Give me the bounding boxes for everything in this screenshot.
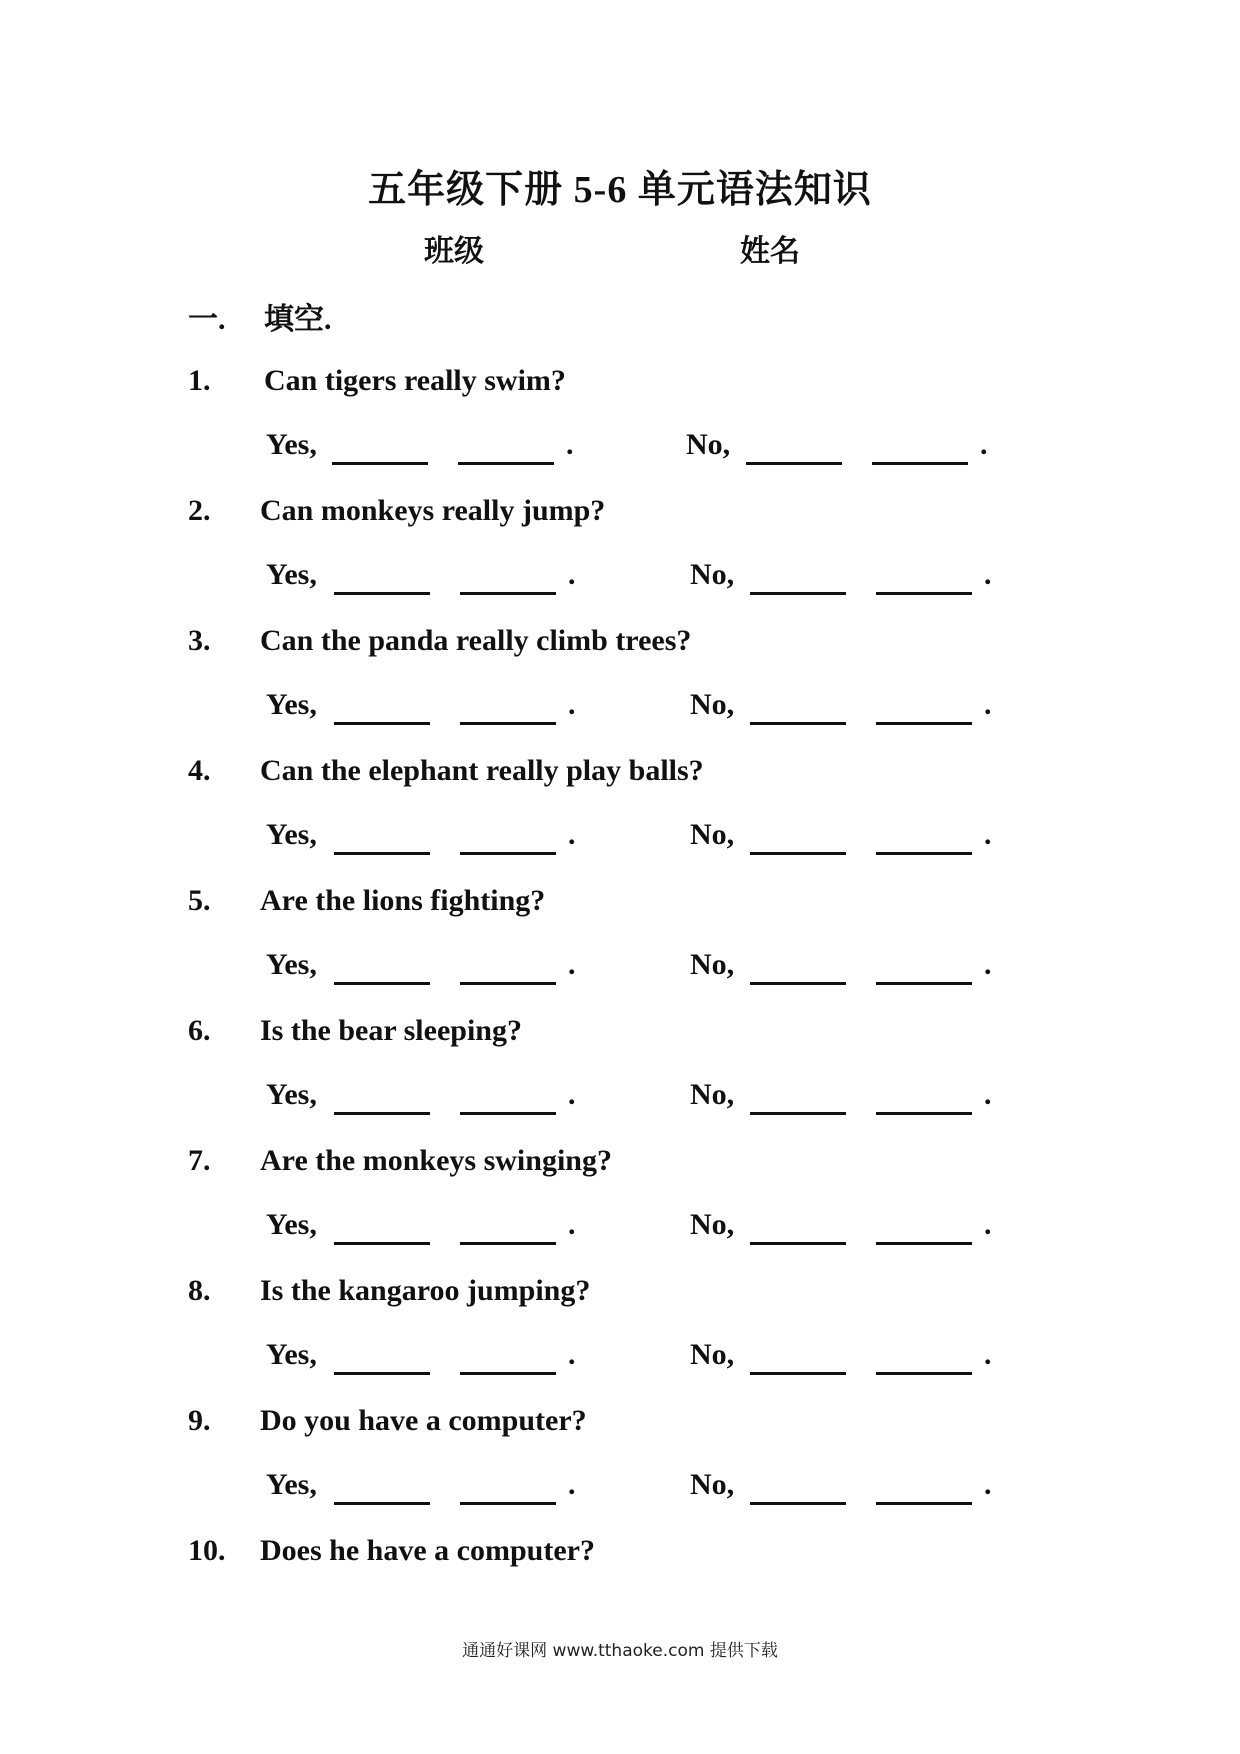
question-item	[188, 494, 1088, 624]
question-number: 7.	[188, 1144, 211, 1177]
question-number: 3.	[188, 624, 211, 657]
yes-label: Yes,	[266, 1078, 317, 1111]
question-number: 8.	[188, 1274, 211, 1307]
answer-blank[interactable]	[460, 722, 556, 725]
answer-blank[interactable]	[334, 852, 430, 855]
period-mark: .	[984, 1338, 992, 1371]
answer-blank[interactable]	[750, 982, 846, 985]
period-mark: .	[568, 1208, 576, 1241]
answer-blank[interactable]	[876, 1242, 972, 1245]
yes-label: Yes,	[266, 948, 317, 981]
answer-blank[interactable]	[334, 592, 430, 595]
period-mark: .	[568, 688, 576, 721]
period-mark: .	[568, 1078, 576, 1111]
period-mark: .	[984, 1468, 992, 1501]
question-text: Can tigers really swim?	[264, 364, 566, 397]
yes-label: Yes,	[266, 1208, 317, 1241]
answer-blank[interactable]	[750, 852, 846, 855]
period-mark: .	[984, 948, 992, 981]
yes-label: Yes,	[266, 428, 317, 461]
answer-blank[interactable]	[334, 1242, 430, 1245]
answer-blank[interactable]	[750, 1502, 846, 1505]
question-text: Can monkeys really jump?	[260, 494, 606, 527]
answer-blank[interactable]	[872, 462, 968, 465]
answer-blank[interactable]	[876, 982, 972, 985]
name-label: 姓名	[740, 235, 800, 268]
answer-blank[interactable]	[460, 592, 556, 595]
question-number: 5.	[188, 884, 211, 917]
section-heading	[188, 294, 332, 338]
no-label: No,	[690, 1338, 735, 1371]
answer-blank[interactable]	[750, 1372, 846, 1375]
question-text: Are the lions fighting?	[260, 884, 546, 917]
no-label: No,	[690, 558, 735, 591]
answer-blank[interactable]	[876, 1372, 972, 1375]
question-item	[188, 1534, 1088, 1584]
question-number: 10.	[188, 1534, 226, 1567]
no-label: No,	[690, 1208, 735, 1241]
answer-blank[interactable]	[746, 462, 842, 465]
answer-blank[interactable]	[750, 592, 846, 595]
answer-blank[interactable]	[460, 1242, 556, 1245]
question-number: 9.	[188, 1404, 211, 1437]
yes-label: Yes,	[266, 688, 317, 721]
period-mark: .	[984, 558, 992, 591]
question-item	[188, 1144, 1088, 1274]
question-number: 2.	[188, 494, 211, 527]
yes-label: Yes,	[266, 558, 317, 591]
answer-blank[interactable]	[334, 1112, 430, 1115]
answer-blank[interactable]	[334, 1502, 430, 1505]
period-mark: .	[568, 1338, 576, 1371]
answer-line	[188, 688, 1088, 728]
question-text: Is the bear sleeping?	[260, 1014, 522, 1047]
no-label: No,	[686, 428, 731, 461]
answer-blank[interactable]	[876, 722, 972, 725]
answer-blank[interactable]	[334, 982, 430, 985]
yes-label: Yes,	[266, 818, 317, 851]
question-number: 1.	[188, 364, 211, 397]
period-mark: .	[984, 688, 992, 721]
question-text: Is the kangaroo jumping?	[260, 1274, 591, 1307]
period-mark: .	[984, 1078, 992, 1111]
question-item	[188, 1014, 1088, 1144]
period-mark: .	[980, 428, 988, 461]
answer-line	[188, 1468, 1088, 1508]
answer-blank[interactable]	[750, 722, 846, 725]
period-mark: .	[568, 558, 576, 591]
answer-blank[interactable]	[334, 722, 430, 725]
period-mark: .	[568, 948, 576, 981]
answer-line	[188, 428, 1088, 468]
page-title: 五年级下册 5-6 单元语法知识	[368, 169, 872, 211]
answer-line	[188, 558, 1088, 598]
answer-line	[188, 818, 1088, 858]
period-mark: .	[984, 818, 992, 851]
no-label: No,	[690, 1078, 735, 1111]
period-mark: .	[984, 1208, 992, 1241]
class-label: 班级	[424, 235, 484, 268]
question-item	[188, 1274, 1088, 1404]
answer-blank[interactable]	[460, 1372, 556, 1375]
section-number: 一.	[188, 303, 226, 336]
question-text: Do you have a computer?	[260, 1404, 587, 1437]
no-label: No,	[690, 818, 735, 851]
question-text: Can the panda really climb trees?	[260, 624, 692, 657]
no-label: No,	[690, 1468, 735, 1501]
question-item	[188, 364, 1088, 494]
answer-line	[188, 948, 1088, 988]
question-item	[188, 624, 1088, 754]
period-mark: .	[568, 818, 576, 851]
period-mark: .	[568, 1468, 576, 1501]
answer-blank[interactable]	[460, 1112, 556, 1115]
answer-blank[interactable]	[876, 1112, 972, 1115]
no-label: No,	[690, 688, 735, 721]
answer-blank[interactable]	[750, 1242, 846, 1245]
no-label: No,	[690, 948, 735, 981]
answer-line	[188, 1208, 1088, 1248]
footer-source: 通通好课网 www.tthaoke.com 提供下载	[462, 1641, 778, 1661]
answer-line	[188, 1338, 1088, 1378]
answer-line	[188, 1078, 1088, 1118]
section-title: 填空.	[264, 303, 332, 336]
question-text: Can the elephant really play balls?	[260, 754, 704, 787]
answer-blank[interactable]	[876, 592, 972, 595]
question-item	[188, 754, 1088, 884]
question-number: 6.	[188, 1014, 211, 1047]
answer-blank[interactable]	[332, 462, 428, 465]
answer-blank[interactable]	[460, 982, 556, 985]
answer-blank[interactable]	[876, 1502, 972, 1505]
answer-blank[interactable]	[750, 1112, 846, 1115]
answer-blank[interactable]	[460, 1502, 556, 1505]
yes-label: Yes,	[266, 1468, 317, 1501]
question-text: Are the monkeys swinging?	[260, 1144, 612, 1177]
question-item	[188, 884, 1088, 1014]
question-item	[188, 1404, 1088, 1534]
answer-blank[interactable]	[460, 852, 556, 855]
answer-blank[interactable]	[458, 462, 554, 465]
yes-label: Yes,	[266, 1338, 317, 1371]
answer-blank[interactable]	[876, 852, 972, 855]
question-number: 4.	[188, 754, 211, 787]
answer-blank[interactable]	[334, 1372, 430, 1375]
period-mark: .	[566, 428, 574, 461]
question-text: Does he have a computer?	[260, 1534, 595, 1567]
